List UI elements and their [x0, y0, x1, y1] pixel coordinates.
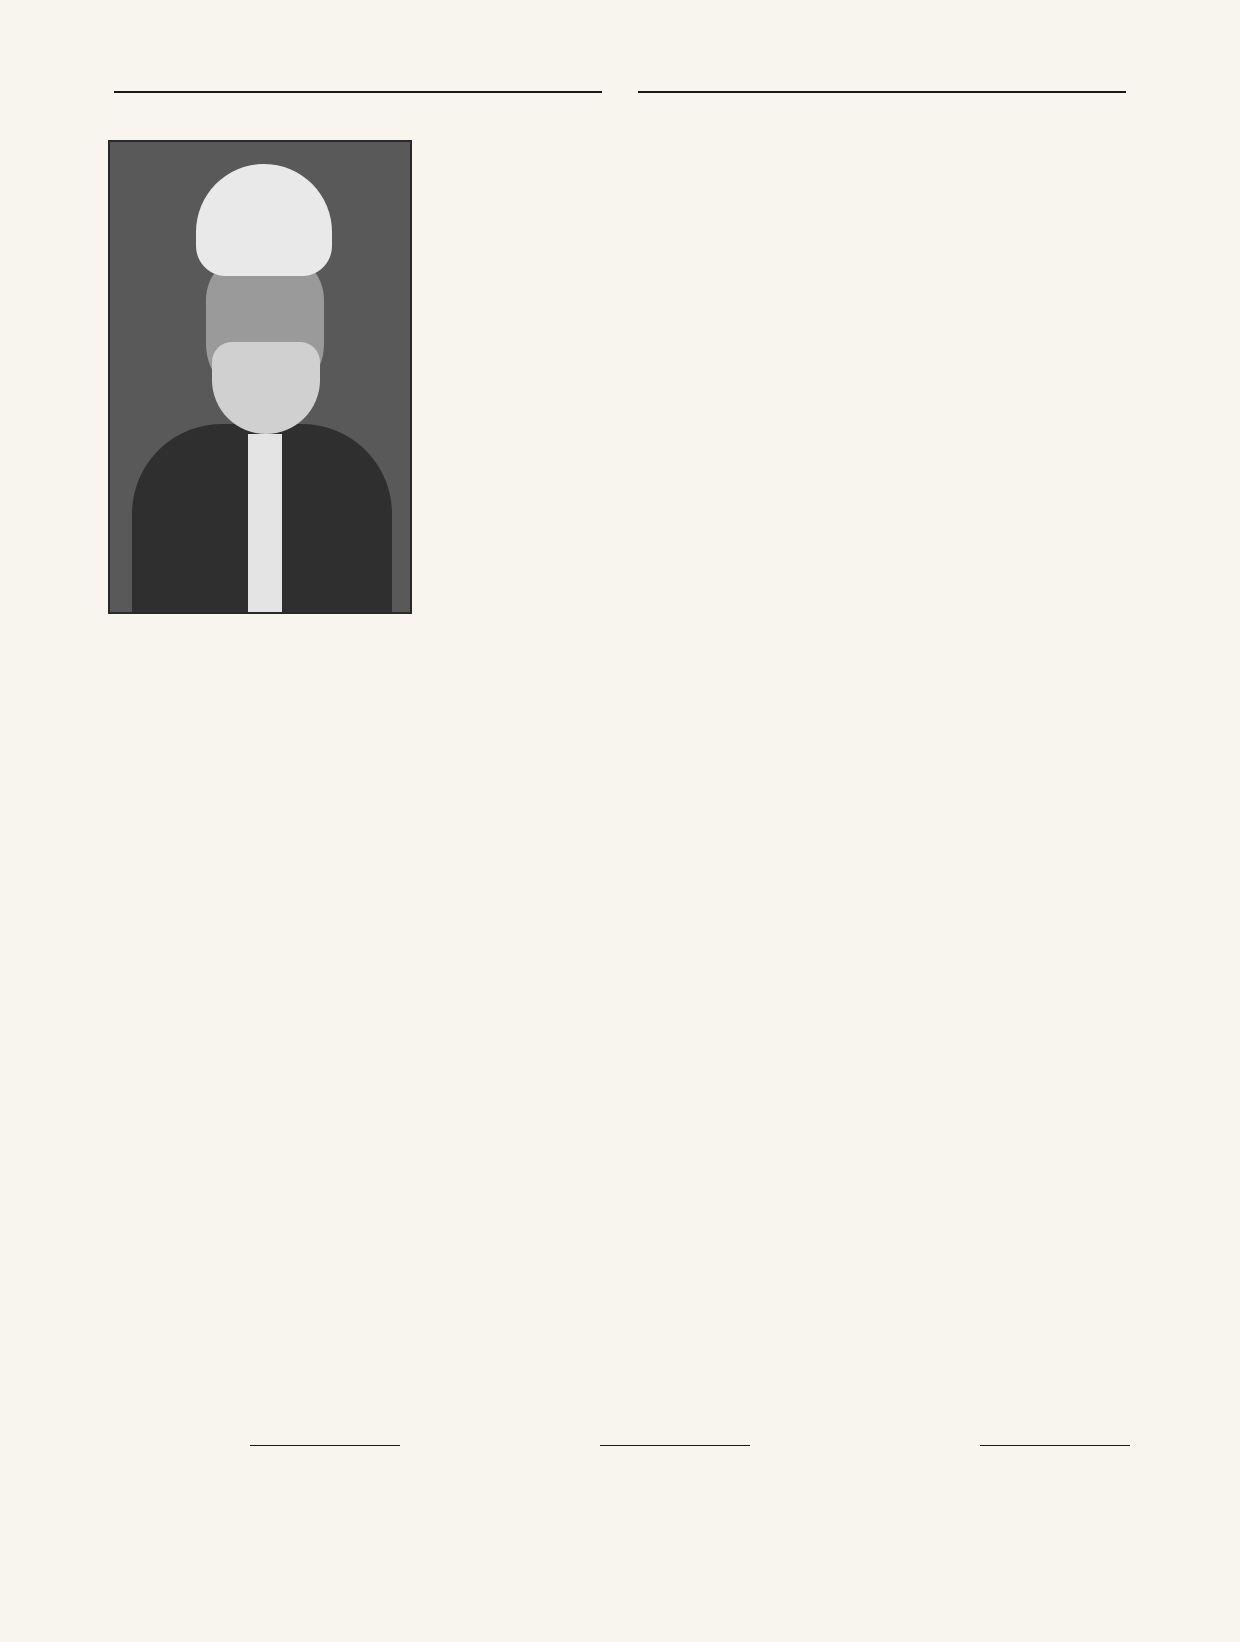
portrait-beard — [212, 342, 320, 434]
footnote-rule-right — [980, 1445, 1130, 1446]
column-left — [100, 140, 420, 656]
footnote-rule-left — [250, 1445, 400, 1446]
running-header — [96, 72, 1144, 112]
portrait-photo — [108, 140, 412, 614]
column-middle — [458, 140, 778, 176]
portrait-collar — [248, 434, 282, 612]
header-rule-right — [638, 91, 1126, 93]
column-right — [808, 140, 1128, 176]
portrait-turban — [196, 164, 332, 276]
header-rule-left — [114, 91, 602, 93]
footnote-rule-middle — [600, 1445, 750, 1446]
